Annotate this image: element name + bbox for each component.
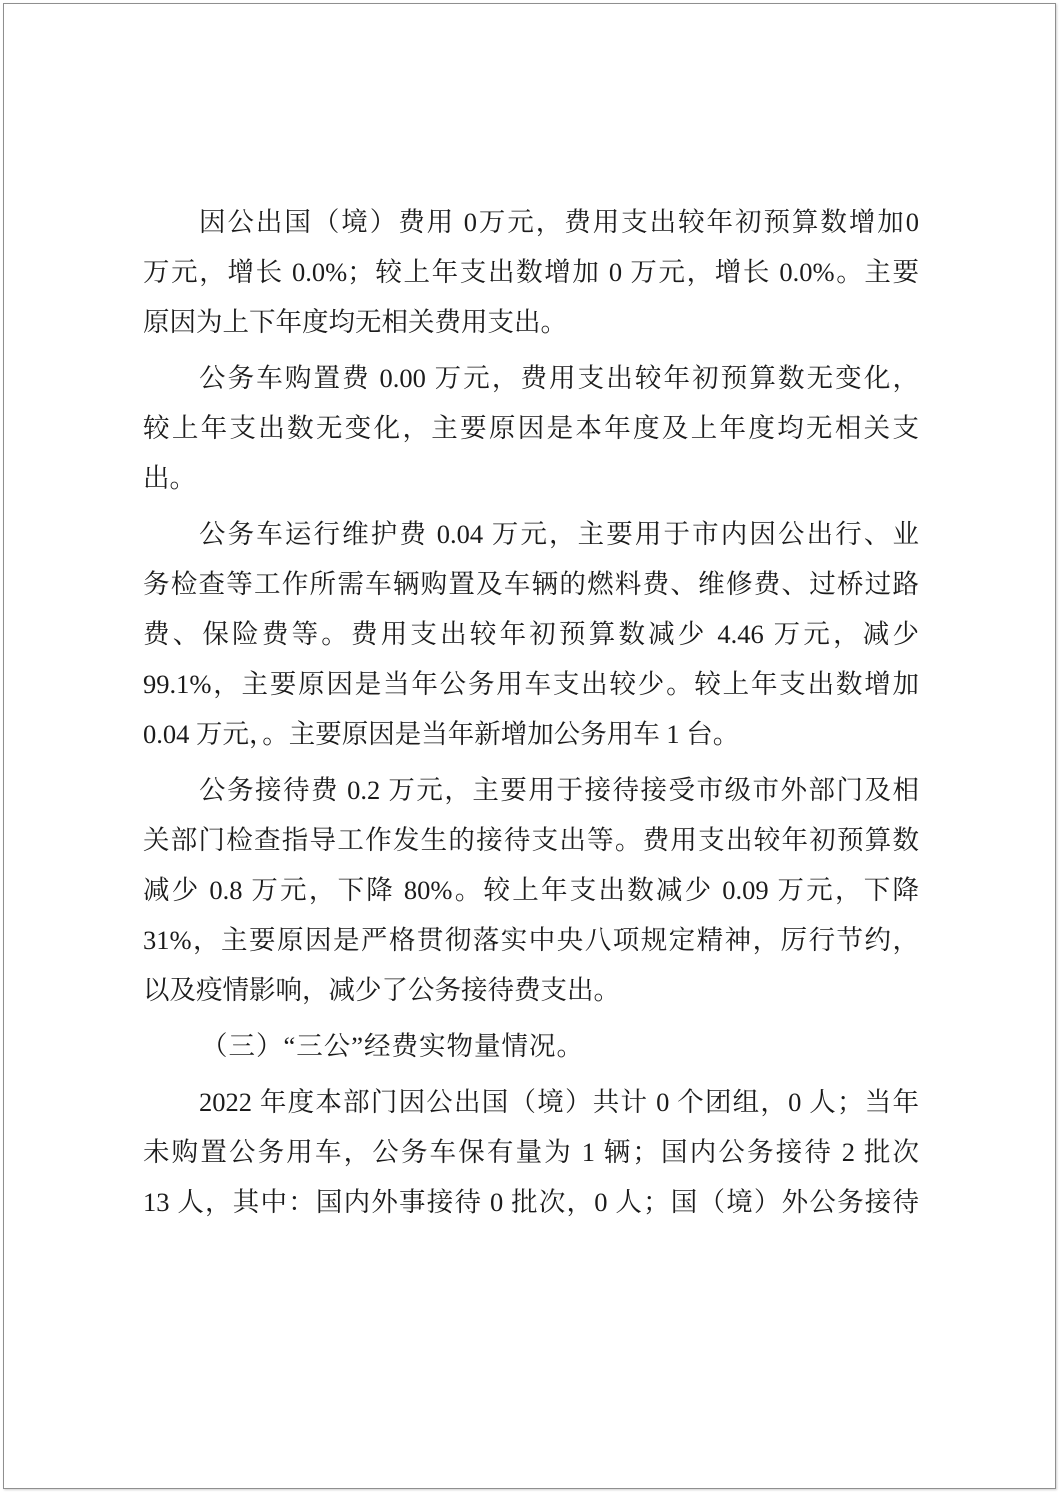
text-line: 务检查等工作所需车辆购置及车辆的燃料费、维修费、过桥过路 — [143, 569, 919, 599]
paragraph-vehicle-purchase — [143, 353, 919, 503]
paragraph-vehicle-maintenance — [143, 509, 919, 759]
paragraph-reception — [143, 765, 919, 1015]
text-line: 减少 0.8 万元，下降 80%。较上年支出数减少 0.09 万元，下降 — [143, 875, 919, 905]
text-line: 2022 年度本部门因公出国（境）共计 0 个团组，0 人；当年 — [199, 1087, 919, 1117]
text-line: 公务接待费 0.2 万元，主要用于接待接受市级市外部门及相 — [199, 775, 919, 805]
text-line: 公务车运行维护费 0.04 万元，主要用于市内因公出行、业 — [199, 519, 919, 549]
text-line: 出。 — [143, 463, 196, 493]
text-line: 原因为上下年度均无相关费用支出。 — [143, 307, 567, 337]
text-line: 99.1%，主要原因是当年公务用车支出较少。较上年支出数增加 — [143, 669, 919, 699]
paragraph-physical-quantity — [143, 1077, 919, 1227]
text-line: 13 人，其中：国内外事接待 0 批次，0 人；国（境）外公务接待 — [143, 1187, 919, 1217]
text-line: 0.04 万元，。主要原因是当年新增加公务用车 1 台。 — [143, 719, 740, 749]
text-line: 费、保险费等。费用支出较年初预算数减少 4.46 万元，减少 — [143, 619, 919, 649]
text-line: 31%，主要原因是严格贯彻落实中央八项规定精神，厉行节约， — [143, 925, 919, 955]
section-heading-block — [143, 1021, 919, 1071]
text-line: 万元，增长 0.0%；较上年支出数增加 0 万元，增长 0.0%。主要 — [143, 257, 919, 287]
text-line: 公务车购置费 0.00 万元，费用支出较年初预算数无变化， — [199, 363, 919, 393]
document-body — [143, 197, 919, 1227]
text-line: 因公出国（境）费用 0万元，费用支出较年初预算数增加0 — [199, 207, 919, 237]
text-line: 较上年支出数无变化，主要原因是本年度及上年度均无相关支 — [143, 413, 919, 443]
text-line: 关部门检查指导工作发生的接待支出等。费用支出较年初预算数 — [143, 825, 919, 855]
section-heading: （三）“三公”经费实物量情况。 — [201, 1031, 585, 1061]
text-line: 未购置公务用车，公务车保有量为 1 辆；国内公务接待 2 批次 — [143, 1137, 919, 1167]
paragraph-travel-abroad — [143, 197, 919, 347]
text-line: 以及疫情影响，减少了公务接待费支出。 — [143, 975, 620, 1005]
